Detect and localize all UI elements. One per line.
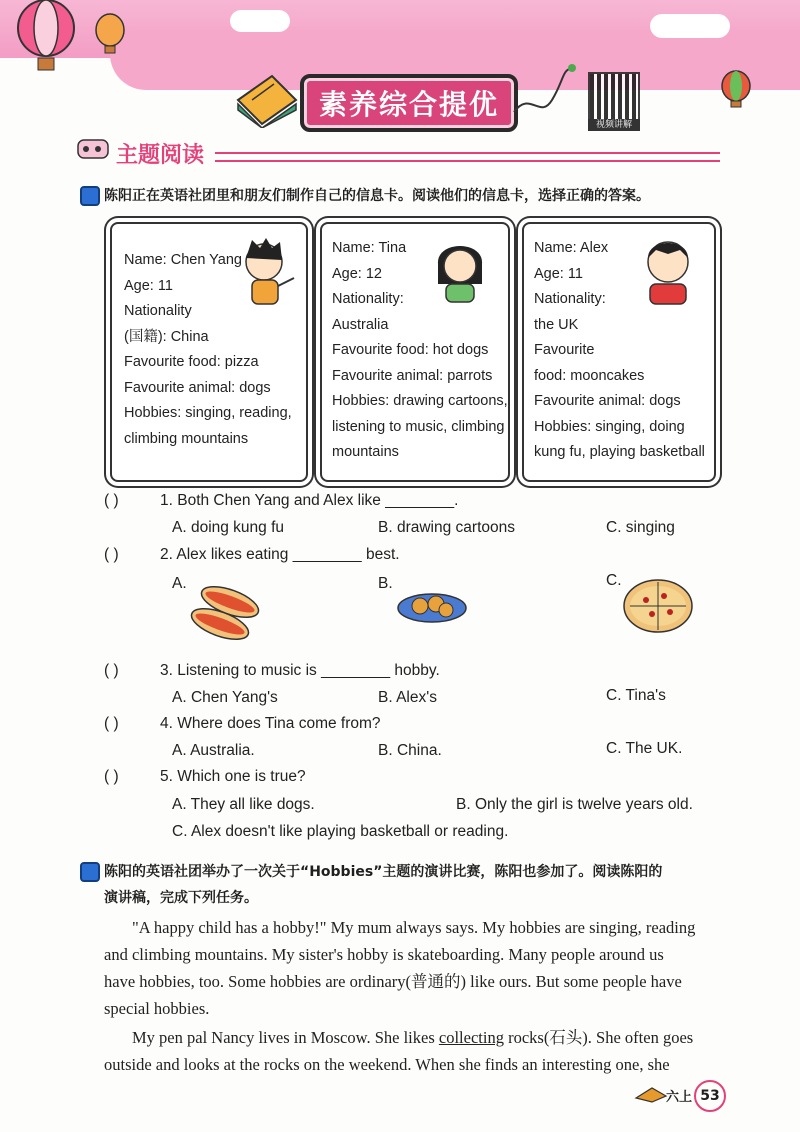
question-stem: 1. Both Chen Yang and Alex like ________. [160, 492, 459, 509]
passage-line: special hobbies. [104, 999, 210, 1018]
info-card-chen-yang [110, 222, 308, 482]
card-line: Age: 11 [534, 265, 583, 282]
card-line: climbing mountains [124, 430, 249, 447]
page-number: 53 [694, 1080, 726, 1112]
card-line: Hobbies: singing, reading, [124, 405, 292, 421]
question-stem: 4. Where does Tina come from? [160, 715, 381, 732]
section-marker-icon [80, 186, 100, 206]
card-line: Favourite [534, 342, 595, 358]
qr-code[interactable] [588, 72, 640, 124]
bird-icon [634, 1084, 668, 1106]
option-c[interactable]: C. Tina's [606, 687, 666, 704]
passage-line: have hobbies, too. Some hobbies are ordinary(普通的) like ours. But some people have [104, 972, 682, 991]
answer-blank[interactable]: ( ) [104, 492, 119, 509]
card-line: Nationality: [534, 291, 606, 307]
option-c[interactable]: C. singing [606, 519, 675, 536]
pencil-squiggle-icon [510, 60, 580, 120]
answer-blank[interactable]: ( ) [104, 546, 119, 563]
hot-dogs-icon[interactable] [190, 584, 262, 644]
hot-air-balloon-icon [8, 0, 128, 80]
option-b[interactable]: B. drawing cartoons [378, 519, 515, 536]
card-line: Name: Chen Yang [124, 252, 242, 268]
part2-instruction-line2: 演讲稿，完成下列任务。 [104, 890, 258, 906]
option-c[interactable]: C. The UK. [606, 740, 683, 757]
question-stem: 3. Listening to music is ________ hobby. [160, 662, 440, 679]
answer-blank[interactable]: ( ) [104, 768, 119, 785]
card-line: Age: 11 [124, 277, 173, 294]
info-card-alex [522, 222, 716, 482]
cloud-decoration [650, 14, 730, 38]
section-marker-icon [80, 862, 100, 882]
passage-text: rocks(石头). She often goes [508, 1028, 694, 1047]
question-stem: 2. Alex likes eating ________ best. [160, 546, 400, 563]
card-line: Favourite food: hot dogs [332, 342, 489, 358]
option-a[interactable]: A. Australia. [172, 742, 255, 759]
section-divider [215, 152, 720, 162]
card-line: kung fu, playing basketball [534, 444, 705, 460]
card-line: Favourite food: pizza [124, 354, 259, 370]
card-line: (国籍): China [124, 328, 209, 345]
passage-line: and climbing mountains. My sister's hobby is skateboarding. Many people around us [104, 945, 664, 964]
card-line: listening to music, climbing [332, 418, 505, 435]
option-b[interactable]: B. China. [378, 742, 442, 759]
card-line: mountains [332, 444, 399, 460]
option-b[interactable]: B. [378, 575, 393, 592]
option-c[interactable]: C. [606, 572, 622, 589]
card-line: Nationality: [332, 291, 404, 307]
option-b[interactable]: B. Alex's [378, 689, 437, 706]
option-a[interactable]: A. They all like dogs. [172, 796, 315, 813]
passage-line: outside and looks at the rocks on the weekend. When she finds an interesting one, she [104, 1055, 670, 1074]
book-icon [232, 70, 302, 128]
question-stem: 5. Which one is true? [160, 768, 306, 785]
option-b[interactable]: B. Only the girl is twelve years old. [456, 796, 693, 813]
reading-icon [76, 134, 110, 160]
section-title: 主题阅读 [116, 143, 205, 168]
card-line: Hobbies: drawing cartoons, [332, 393, 508, 409]
cloud-decoration [230, 10, 290, 32]
card-line: Name: Alex [534, 240, 609, 256]
option-a[interactable]: A. Chen Yang's [172, 689, 278, 706]
answer-blank[interactable]: ( ) [104, 662, 119, 679]
card-line: Favourite animal: dogs [124, 379, 271, 396]
card-line: Age: 12 [332, 265, 382, 282]
card-line: food: mooncakes [534, 367, 645, 384]
page-title: 素养综合提优 [300, 74, 518, 132]
balloon-icon [718, 70, 758, 110]
passage-line: "A happy child has a hobby!" My mum always says. My hobbies are singing, reading [132, 918, 696, 937]
card-line: Nationality [124, 303, 192, 319]
card-line: Favourite animal: parrots [332, 367, 493, 384]
pizza-icon[interactable] [622, 578, 694, 634]
option-a[interactable]: A. doing kung fu [172, 519, 285, 536]
underlined-word: collecting [438, 1028, 504, 1047]
passage-text: My pen pal Nancy lives in Moscow. She likes [132, 1028, 435, 1047]
qr-label: 视频讲解 [588, 119, 640, 131]
part2-instruction-line1: 陈阳的英语社团举办了一次关于“Hobbies”主题的演讲比赛，陈阳也参加了。阅读陈阳的 [104, 864, 663, 880]
card-line: Name: Tina [332, 240, 407, 256]
grade-label: 六上 [666, 1090, 693, 1105]
passage-line [132, 1024, 693, 1051]
info-card-tina [320, 222, 510, 482]
mooncakes-icon[interactable] [396, 588, 470, 624]
option-a[interactable]: A. [172, 575, 187, 592]
answer-blank[interactable]: ( ) [104, 715, 119, 732]
card-line: Hobbies: singing, doing [534, 418, 685, 435]
part1-instruction: 陈阳正在英语社团里和朋友们制作自己的信息卡。阅读他们的信息卡，选择正确的答案。 [104, 188, 650, 204]
option-c[interactable]: C. Alex doesn't like playing basketball or reading. [172, 823, 509, 840]
card-line: Favourite animal: dogs [534, 393, 681, 409]
card-line: Australia [332, 316, 389, 333]
card-line: the UK [534, 316, 579, 333]
